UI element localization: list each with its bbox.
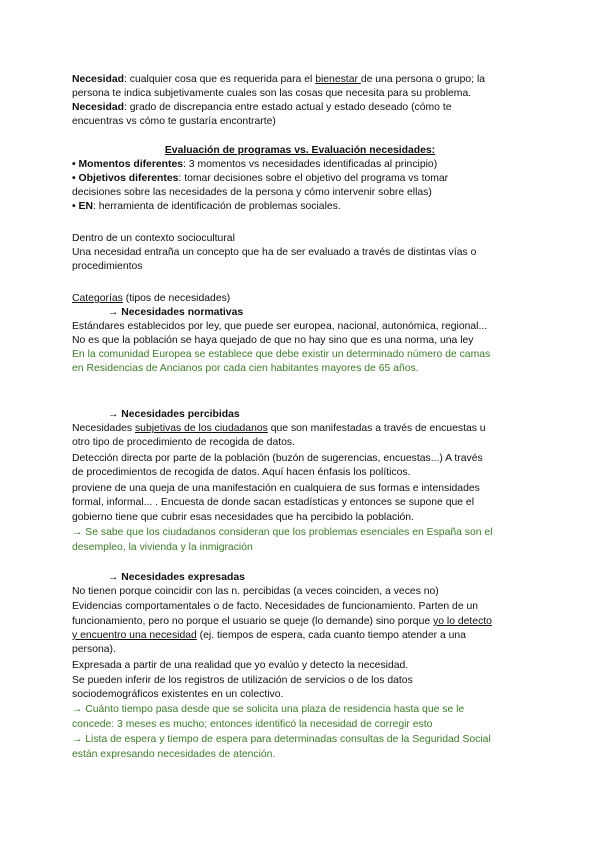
intro-line-4: encuentras vs cómo te gustaría encontrarte)	[72, 116, 276, 127]
eval-line-4	[72, 200, 341, 214]
expresadas-line-8: sociodemográficos existentes en un colectivo.	[72, 689, 284, 700]
heading-percibidas	[108, 408, 240, 422]
context-line-3: procedimientos	[72, 261, 143, 272]
expresadas-line-5: persona).	[72, 644, 116, 655]
text-span: : grado de discrepancia entre estado actual y estado deseado (cómo te	[123, 102, 452, 113]
intro-line-3	[72, 101, 452, 115]
eval-line-1	[72, 158, 437, 172]
expresadas-line-1: No tienen porque coincidir con las n. percibidas (a veces coinciden, a veces no)	[72, 586, 439, 597]
underlined-text: bienestar	[315, 74, 361, 85]
heading-normativas	[108, 306, 243, 320]
percibidas-line-4: de procedimientos de recogida de datos. Aquí hacen énfasis los políticos.	[72, 467, 411, 478]
expresadas-example-4: están expresando necesidades de atención.	[72, 749, 276, 760]
normativas-line-1: Estándares establecidos por ley, que puede ser europea, nacional, autonómica, regional...	[72, 321, 488, 332]
intro-line-1	[72, 73, 485, 87]
expresadas-example-3: → Lista de espera y tiempo de espera para determinadas consultas de la Seguridad Social	[72, 734, 491, 745]
heading-text: → Necesidades percibidas	[108, 409, 240, 420]
text-span: : herramienta de identificación de problemas sociales.	[92, 201, 341, 212]
text-span: funcionamiento, pero no porque el usuario se queje (lo demande) sino porque	[72, 616, 434, 627]
normativas-example-2: en Residencias de Ancianos por cada cien habitantes mayores de 65 años.	[72, 363, 419, 374]
percibidas-line-3: Detección directa por parte de la población (buzón de sugerencias, encuestas...) A través	[72, 453, 483, 464]
text-span: : tomar decisiones sobre el objetivo del programa vs tomar	[178, 173, 449, 184]
underlined-text: subjetivas de los ciudadanos	[134, 423, 268, 434]
text-span: (tipos de necesidades)	[122, 293, 231, 304]
context-line-1: Dentro de un contexto sociocultural	[72, 233, 235, 244]
eval-line-3: decisiones sobre las necesidades de la persona y cómo intervenir sobre ellas)	[72, 187, 432, 198]
expresadas-line-4	[72, 629, 466, 643]
section-title-text: Evaluación de programas vs. Evaluación necesidades:	[164, 145, 436, 156]
text-span: (ej. tiempos de espera, cada cuanto tiempo atender a una	[196, 630, 466, 641]
percibidas-line-1	[72, 422, 486, 436]
expresadas-example-2: concede: 3 meses es mucho; entonces identificó la necesidad de corregir esto	[72, 719, 433, 730]
term-necesidad: Necesidad	[72, 102, 124, 113]
percibidas-line-2: otro tipo de procedimiento de recogida de datos.	[72, 437, 295, 448]
heading-text: → Necesidades expresadas	[108, 572, 245, 583]
expresadas-line-7: Se pueden inferir de los registros de utilización de servicios o de los datos	[72, 675, 413, 686]
expresadas-example-1: → Cuánto tiempo pasa desde que se solicita una plaza de residencia hasta que se le	[72, 704, 465, 715]
bold-term: • EN	[72, 201, 93, 212]
percibidas-line-7: gobierno tiene que cubrir esas necesidades que ha percibido la población.	[72, 512, 414, 523]
heading-expresadas	[108, 571, 245, 585]
categories-title	[72, 292, 230, 306]
text-span: Necesidades	[72, 423, 135, 434]
expresadas-line-6: Expresada a partir de una realidad que yo evalúo y detecto la necesidad.	[72, 660, 409, 671]
text-span: de una persona o grupo; la	[360, 74, 486, 85]
normativas-line-2: No es que la población se haya quejado de que no hay sino que es una norma, una ley	[72, 335, 474, 346]
eval-line-2	[72, 172, 448, 186]
percibidas-line-6: formal, informal... . Encuesta de donde sacan estadísticas y entonces se supone que el	[72, 497, 475, 508]
intro-line-2: persona te indica subjetivamente cuales son las cosas que necesita para su problema.	[72, 88, 472, 99]
bold-term: • Momentos diferentes	[72, 159, 184, 170]
text-span: que son manifestadas a través de encuestas u	[267, 423, 486, 434]
expresadas-line-2: Evidencias comportamentales o de facto. Necesidades de funcionamiento. Parten de un	[72, 601, 479, 612]
percibidas-example-2: desempleo, la vivienda y la inmigración	[72, 542, 253, 553]
underlined-text: y encuentro una necesidad	[72, 630, 197, 641]
context-line-2: Una necesidad entraña un concepto que ha de ser evaluado a través de distintas vías o	[72, 247, 477, 258]
percibidas-line-5: proviene de una queja de una manifestación en cualquiera de sus formas e intensidades	[72, 483, 480, 494]
term-necesidad: Necesidad	[72, 74, 124, 85]
text-span: : 3 momentos vs necesidades identificadas al principio)	[183, 159, 438, 170]
underlined-text: Categorías	[72, 293, 123, 304]
section-title	[72, 144, 528, 158]
expresadas-line-3	[72, 615, 492, 629]
normativas-example-1: En la comunidad Europea se establece que debe existir un determinado número de camas	[72, 349, 491, 360]
underlined-text: yo lo detecto	[433, 616, 492, 627]
heading-text: → Necesidades normativas	[108, 307, 244, 318]
bold-term: • Objetivos diferentes	[72, 173, 179, 184]
text-span: : cualquier cosa que es requerida para el	[123, 74, 316, 85]
percibidas-example-1: → Se sabe que los ciudadanos consideran que los problemas esenciales en España son el	[72, 527, 493, 538]
